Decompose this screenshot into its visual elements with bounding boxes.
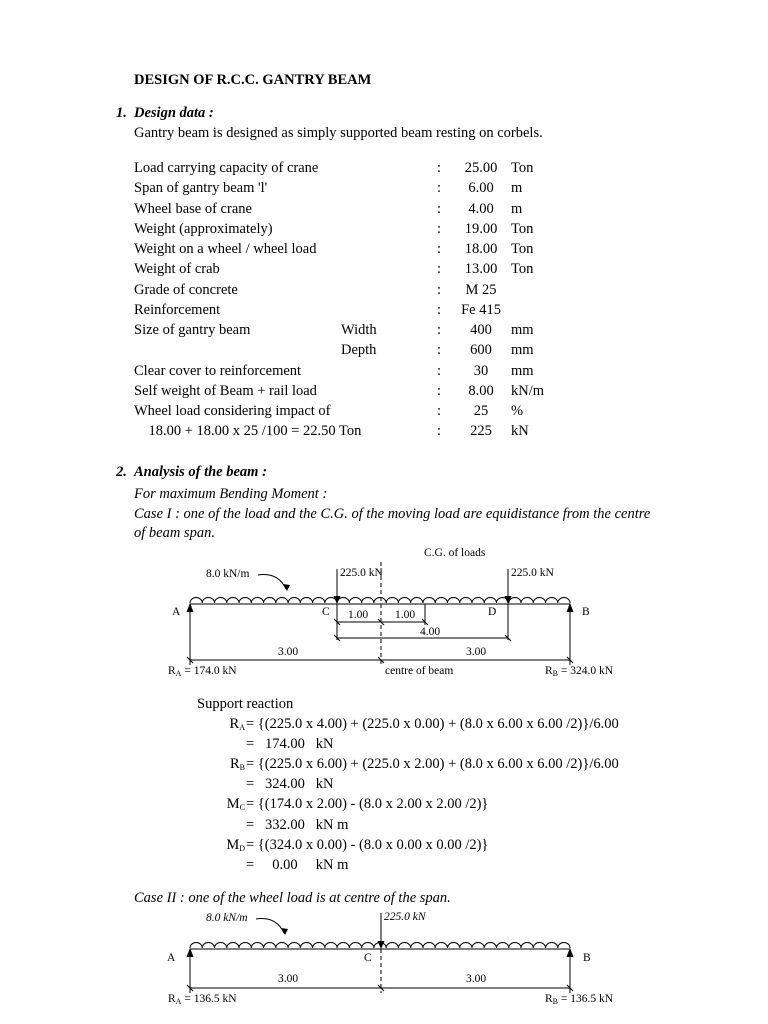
row-label: Weight (approximately)	[134, 220, 273, 237]
row-value: 400	[470, 322, 492, 338]
point-d-label: D	[488, 606, 497, 618]
reaction-a-label: $R_A = 174.0$ kN	[168, 665, 237, 678]
p2-label: 225.0 kN	[511, 567, 554, 579]
point-load-label-case-2: 225.0 kN	[384, 911, 426, 923]
row-colon: :	[437, 281, 442, 298]
row-unit: Ton	[511, 241, 534, 257]
row-unit: m	[511, 180, 523, 197]
row-label: Load carrying capacity of crane	[134, 160, 319, 176]
row-colon: :	[437, 160, 442, 176]
row-colon: :	[437, 362, 442, 379]
arrowhead-p2	[505, 596, 512, 604]
row-sublabel: Depth	[341, 342, 377, 359]
row-label: Wheel load considering impact of	[134, 403, 331, 419]
dim-right-half-label: 3.00	[466, 646, 487, 658]
reaction-b-label: $R_B = 324.0$ kN	[545, 665, 614, 678]
row-sublabel: Width	[341, 322, 377, 338]
udl-label-case-2: 8.0 kN/m	[206, 912, 248, 924]
calc-lhs: $M_C$	[226, 796, 245, 813]
row-colon: :	[437, 200, 442, 217]
section-2-number: 2.	[116, 464, 127, 480]
row-value: 30	[473, 362, 489, 379]
row-unit: kN/m	[511, 382, 545, 399]
row-colon: :	[437, 180, 442, 197]
case-1-line-1: Case I : one of the load and the C.G. of the moving load are equidistance from the centre	[134, 506, 651, 522]
point-c-label: C	[322, 606, 330, 618]
calc-rhs: = {(324.0 x 0.00) - (8.0 x 0.00 x 0.00 /2)}	[246, 836, 489, 853]
row-value: 6.00	[468, 180, 494, 197]
dim-c-cg-label: 1.00	[348, 609, 369, 621]
row-label: Grade of concrete	[134, 281, 238, 298]
row-value: 18.00	[464, 241, 498, 257]
reaction-b-label-case-2: $R_B = 136.5$ kN	[545, 993, 614, 1006]
dim-cg-cgl-label: 1.00	[395, 609, 416, 621]
section-1-heading: Design data :	[134, 105, 214, 121]
bm-subheading: For maximum Bending Moment :	[134, 486, 328, 502]
support-reaction-heading: Support reaction	[197, 696, 294, 712]
row-unit: Ton	[511, 261, 534, 278]
row-colon: :	[437, 403, 442, 419]
p1-label: 225.0 kN	[340, 567, 383, 579]
row-label: Weight on a wheel / wheel load	[134, 241, 317, 257]
row-unit: Ton	[511, 160, 534, 176]
row-colon: :	[437, 342, 442, 359]
row-value: 225	[470, 423, 492, 440]
calc-rhs: = 0.00 kN m	[246, 856, 349, 873]
udl-label: 8.0 kN/m	[206, 568, 250, 580]
row-label: Self weight of Beam + rail load	[134, 382, 317, 399]
calc-lhs: $R_A$	[229, 716, 245, 732]
calc-rhs: = {(225.0 x 6.00) + (225.0 x 2.00) + (8.0 x 6.00 x 6.00 /2)}/6.00	[246, 756, 619, 773]
case-1-line-2: of beam span.	[134, 525, 215, 541]
row-label: Clear cover to reinforcement	[134, 362, 302, 379]
udl-pointer	[258, 575, 286, 589]
section-1-number: 1.	[116, 105, 127, 121]
row-unit: mm	[511, 342, 534, 359]
row-colon: :	[437, 423, 442, 440]
calc-rhs: = {(174.0 x 2.00) - (8.0 x 2.00 x 2.00 /2)}	[246, 796, 489, 813]
calc-lhs: $M_D$	[226, 836, 245, 853]
row-colon: :	[437, 382, 442, 399]
dim-left-half-label-case-2: 3.00	[278, 973, 299, 985]
row-unit: %	[511, 403, 524, 419]
arrowhead-p1	[334, 596, 341, 604]
page-title: DESIGN OF R.C.C. GANTRY BEAM	[134, 72, 372, 88]
dim-left-half-label: 3.00	[278, 646, 299, 658]
row-label: Span of gantry beam 'l'	[134, 180, 268, 197]
point-a-label: A	[172, 606, 181, 618]
row-value: 600	[470, 342, 492, 359]
point-a-label-case-2: A	[167, 952, 176, 964]
row-unit: mm	[511, 362, 534, 379]
row-label: Reinforcement	[134, 301, 221, 318]
point-b-label: B	[582, 606, 590, 618]
row-unit: kN	[511, 423, 529, 440]
row-unit: Ton	[511, 220, 534, 237]
calc-rhs: = 332.00 kN m	[246, 816, 349, 833]
row-colon: :	[437, 261, 442, 278]
row-value: Fe 415	[461, 301, 501, 318]
row-unit: mm	[511, 322, 534, 338]
row-colon: :	[437, 301, 442, 318]
calc-lhs: $R_B$	[229, 756, 245, 773]
row-value: 25.00	[464, 160, 498, 176]
point-c-label-case-2: C	[364, 952, 372, 964]
row-colon: :	[437, 241, 442, 257]
udl-pointer-arrowhead	[283, 584, 290, 591]
dim-wheel-base-label: 4.00	[420, 626, 441, 638]
row-value: 25	[473, 403, 489, 419]
calc-rhs: = 174.00 kN	[246, 736, 334, 753]
point-b-label-case-2: B	[583, 952, 591, 964]
case-2-heading: Case II : one of the wheel load is at centre of the span.	[134, 890, 451, 906]
udl-scallops	[190, 597, 570, 603]
cg-label: C.G. of loads	[424, 547, 486, 559]
row-label: Wheel base of crane	[134, 200, 252, 217]
row-value: 19.00	[464, 220, 498, 237]
row-label: 18.00 + 18.00 x 25 /100 = 22.50 Ton	[134, 423, 362, 440]
row-colon: :	[437, 220, 442, 237]
centre-of-beam-label: centre of beam	[385, 665, 454, 677]
row-value: 13.00	[464, 261, 498, 278]
calc-rhs: = 324.00 kN	[246, 776, 334, 793]
row-value: 4.00	[468, 200, 494, 217]
row-colon: :	[437, 322, 442, 338]
udl-pointer-case-2	[256, 919, 284, 933]
section-2-heading: Analysis of the beam :	[134, 464, 267, 480]
row-value: M 25	[465, 281, 497, 298]
reaction-a-label-case-2: $R_A = 136.5$ kN	[168, 993, 237, 1006]
row-label: Weight of crab	[134, 261, 220, 278]
row-value: 8.00	[468, 382, 494, 399]
row-unit: m	[511, 200, 523, 217]
section-1-intro: Gantry beam is designed as simply supported beam resting on corbels.	[134, 125, 543, 141]
calc-rhs: = {(225.0 x 4.00) + (225.0 x 0.00) + (8.0 x 6.00 x 6.00 /2)}/6.00	[246, 716, 619, 732]
row-label: Size of gantry beam	[134, 322, 251, 338]
dim-right-half-label-case-2: 3.00	[466, 973, 487, 985]
